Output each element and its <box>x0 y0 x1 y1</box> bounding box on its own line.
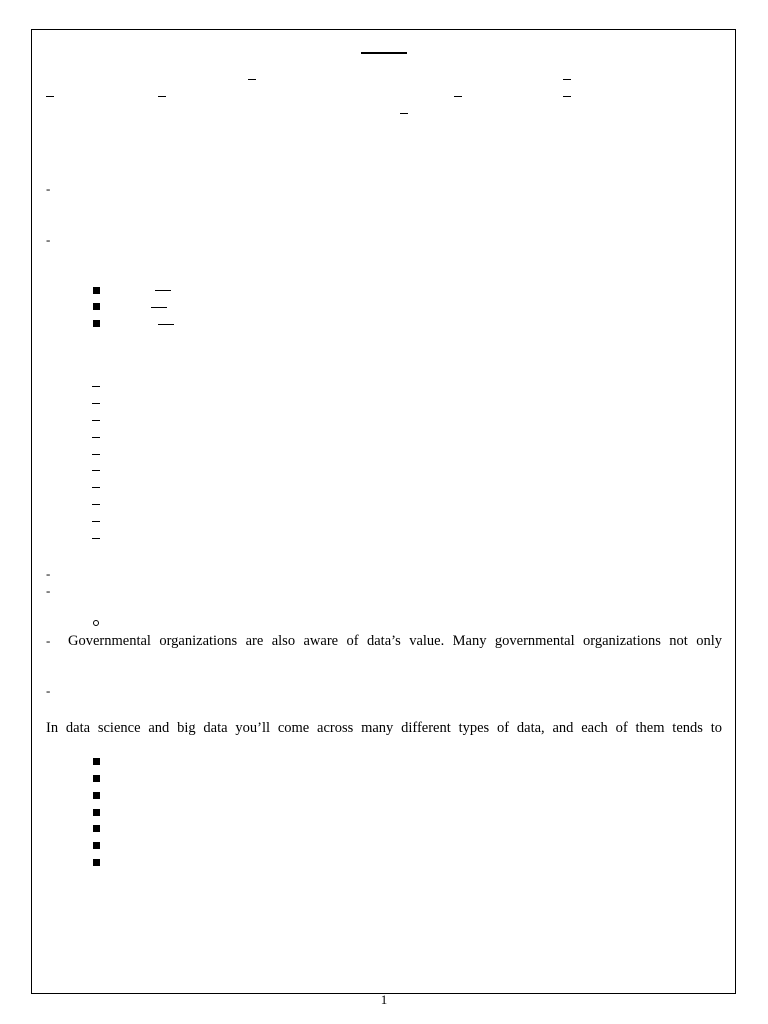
underline-fragment <box>158 324 174 325</box>
circle-bullet <box>93 620 99 626</box>
square-bullet <box>93 842 100 849</box>
underline-fragment <box>454 96 462 97</box>
page-number: 1 <box>380 992 388 1007</box>
types-of-data-paragraph: In data science and big data you’ll come across many different types of data, and each of them tends to <box>46 720 722 736</box>
underline-fragment <box>92 538 100 539</box>
governmental-paragraph: Governmental organizations are also aware of data’s value. Many governmental organizations not only <box>68 633 722 649</box>
underline-fragment <box>92 521 100 522</box>
list-dash: - <box>46 232 51 247</box>
page-border <box>31 29 736 994</box>
underline-fragment <box>563 96 571 97</box>
list-dash: - <box>46 566 51 581</box>
square-bullet <box>93 809 100 816</box>
list-dash: - <box>46 583 51 598</box>
title-underline <box>361 52 407 54</box>
underline-fragment <box>92 454 100 455</box>
list-dash: - <box>46 181 51 196</box>
square-bullet <box>93 303 100 310</box>
square-bullet <box>93 825 100 832</box>
underline-fragment <box>248 79 256 80</box>
underline-fragment <box>92 470 100 471</box>
underline-fragment <box>46 96 54 97</box>
square-bullet <box>93 758 100 765</box>
underline-fragment <box>92 437 100 438</box>
underline-fragment <box>151 307 167 308</box>
underline-fragment <box>92 403 100 404</box>
underline-fragment <box>563 79 571 80</box>
square-bullet <box>93 775 100 782</box>
square-bullet <box>93 320 100 327</box>
underline-fragment <box>92 487 100 488</box>
list-dash: - <box>46 633 51 648</box>
square-bullet <box>93 859 100 866</box>
underline-fragment <box>92 504 100 505</box>
underline-fragment <box>92 386 100 387</box>
underline-fragment <box>400 113 408 114</box>
square-bullet <box>93 287 100 294</box>
underline-fragment <box>155 290 171 291</box>
square-bullet <box>93 792 100 799</box>
list-dash: - <box>46 683 51 698</box>
underline-fragment <box>92 420 100 421</box>
underline-fragment <box>158 96 166 97</box>
